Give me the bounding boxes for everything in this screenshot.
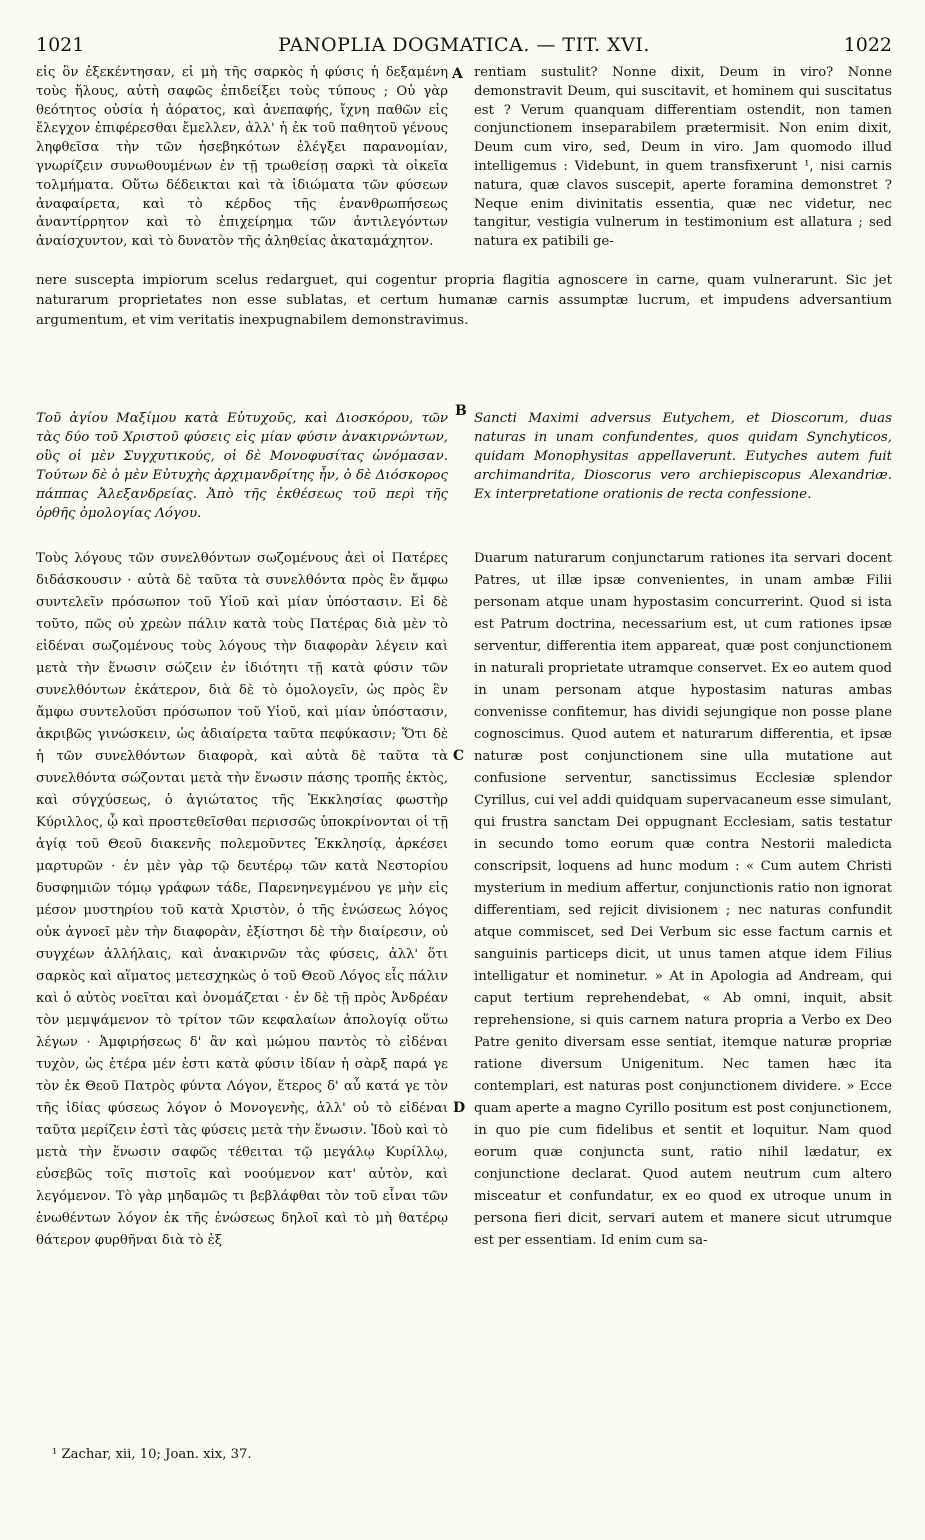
greek-column-body: [36, 548, 448, 1252]
latin-section-title: [474, 409, 892, 504]
greek-body-text: Τοὺς λόγους τῶν συνελθόντων σωζομένους ἀεὶ οἱ Πατέρες διδάσκουσιν · αὐτὰ δὲ ταῦτα τὰ συνελθόντα πρὸς ἓν ἄμφω συντελεῖν πρόσωπον τοῦ Υἱοῦ καὶ μίαν ὑπόστασιν. Εἰ δὲ τοῦτο, πῶς οὐ χρεὼν πάλιν κατὰ τοὺς Πατέρας διὰ μὲν τὸ εἰδέναι σωζομένους τοὺς λόγους τὴν διαφορὰν λέγειν καὶ μετὰ τὴν ἕνωσιν σώζειν ἐν ἰδιότητι τῇ κατὰ φύσιν τῶν συνελθόντων ἑκάτερον, διὰ δὲ τὸ ὁμολογεῖν, ὡς πρὸς ἓν ἄμφω συντελοῦσι πρόσωπον τοῦ Υἱοῦ, καὶ μίαν ὑπόστασιν, ἀκριβῶς γινώσκειν, ὡς ἀδιαίρετα ταῦτα πεφύκασιν; Ὅτι δὲ ἡ τῶν συνελθόντων διαφορὰ, καὶ αὐτὰ δὲ ταῦτα τὰ συνελθόντα σώζονται μετὰ τὴν ἕνωσιν πάσης τροπῆς ἐκτὸς, καὶ σύγχύσεως, ὁ ἁγιώτατος τῆς Ἐκκλησίας φωστὴρ Κύριλλος, ᾧ καὶ προστεθεῖσθαι περισσῶς ὑποκρίνονται οἱ τῇ ἁγίᾳ τοῦ Θεοῦ διακενῆς πολεμοῦντες Ἐκκλησίᾳ, ἀρκέσει μαρτυρῶν · ἐν μὲν γὰρ τῷ δευτέρῳ τῶν κατὰ Νεστορίου δυσφημιῶν τόμῳ γράφων τάδε, Παρενηνεγμένου γε μὴν εἰς μέσον μυστηρίου τοῦ κατὰ Χριστὸν, ὁ τῆς ἑνώσεως λόγος οὐκ ἀγνοεῖ μὲν τὴν διαφορὰν, ἐξίστησι δὲ τὴν διαίρεσιν, οὐ συγχέων ἀλλήλαις, καὶ ἀνακιρνῶν τὰς φύσεις, ἀλλ' ὅτι σαρκὸς καὶ αἵματος μετεσχηκὼς ὁ τοῦ Θεοῦ Λόγος εἷς πάλιν καὶ ὁ αὐτὸς νοεῖται καὶ ὀνομάζεται · ἐν δὲ τῇ πρὸς Ἀνδρέαν τὸν μεμψάμενον τὸ τρίτον τῶν κεφαλαίων ἀπολογίᾳ οὕτω λέγων · Ἀμφιρήσεως δ' ἂν καὶ μώμου παντὸς τὸ εἰδέναι τυχὸν, ὡς ἑτέρα μέν ἐστι κατὰ φύσιν ἰδίαν ἡ σὰρξ παρά γε τὸν ἐκ Θεοῦ Πατρὸς φύντα Λόγον, ἕτερος δ' αὖ κατά γε τὸν τῆς ἰδίας φύσεως λόγον ὁ Μονογενὴς, ἀλλ' οὐ τὸ εἰδέναι ταῦτα μερίζειν ἐστὶ τὰς φύσεις μετὰ τὴν ἕνωσιν. Ἰδοὺ καὶ τὸ μετὰ τὴν ἕνωσιν σαφῶς τέθειται τῷ μεγάλῳ Κυρίλλῳ, εὐσεβῶς τοῖς πιστοῖς καὶ νοούμενον κατ' αὐτὸν, καὶ λεγόμενον. Τὸ γὰρ μηδαμῶς τι βεβλάφθαι τὸν τοῦ εἶναι τῶν ἑνωθέντων λόγον ἐκ τῆς ἑνώσεως δηλοῖ καὶ τὸ μὴ θατέρῳ θάτερον φυρθῆναι διὰ τὸ ἐξ: [36, 551, 448, 1248]
page-number-right: 1022: [843, 34, 892, 56]
margin-letter-c: C: [453, 748, 465, 764]
greek-section-title: [36, 409, 448, 523]
margin-letter-a: A: [452, 66, 463, 82]
greek-top-text: εἰς ὃν ἐξεκέντησαν, εἰ μὴ τῆς σαρκὸς ἡ φύσις ἡ δεξαμένη τοὺς ἥλους, αὐτὴ σαφῶς ἐπιδείξει τοὺς τύπους ; Οὐ γὰρ θεότητος οὐσία ἡ ἀόρατος, καὶ ἀνεπαφής, ἴχνη παθῶν εἰς ἔλεγχον ἐπιφέρεσθαι ἔμελλεν, ἀλλ' ἡ ἐκ τοῦ παθητοῦ γένους ληφθεῖσα τὴν τῶν ἠσεβηκότων ἐλέγξει παρανομίαν, γνωρίζειν συνωθουμένων ἐν τῇ τρωθείσῃ σαρκὶ τὰ οἰκεῖα τολμήματα. Οὕτω δέδεικται καὶ τὰ ἰδιώματα τῶν φύσεων ἀναφαίρετα, καὶ τὸ κέρδος τῆς ἐνανθρωπήσεως ἀναντίρρητον καὶ τὸ ἐπιχείρημα τῶν ἀντιλεγόντων ἀναίσχυντον, καὶ τὸ δυνατὸν τῆς ἀληθείας ἀκαταμάχητον.: [36, 65, 448, 250]
latin-top-text: rentiam sustulit? Nonne dixit, Deum in viro? Nonne demonstravit Deum, qui suscitavit, et hominem qui suscitatus est ? Verum quanquam differentiam ostendit, non tamen conjunctionem inseparabilem prætermisit. Non enim dixit, Deum cum viro, sed, Deum in viro. Jam quomodo illud intelligemus : Videbunt, in quem transfixerunt ¹, nisi carnis natura, quæ clavos suscepit, aperte foramina demonstret ? Neque enim divinitatis essentia, quæ nec videtur, nec tangitur, vestigia vulnerum in testimonium est allatura ; sed natura ex patibili ge-: [474, 65, 892, 250]
margin-letter-d: D: [453, 1100, 466, 1116]
latin-column-top: [474, 64, 892, 252]
page-number-left: 1021: [36, 34, 85, 56]
footnote: ¹ Zachar, xii, 10; Joan. xix, 37.: [52, 1447, 252, 1462]
latin-full-text: nere suscepta impiorum scelus redarguet, qui cogentur propria flagitia agnoscere in carne, quam vulnerarunt. Sic jet naturarum proprietates non esse sublatas, et certum humanæ carnis assumptæ lucrum, et impudens adversantium argumentum, et vim veritatis inexpugnabilem demonstravimus.: [36, 273, 892, 328]
greek-title-text: Τοῦ ἁγίου Μαξίμου κατὰ Εὐτυχοῦς, καὶ Διοσκόρου, τῶν τὰς δύο τοῦ Χριστοῦ φύσεις εἰς μίαν φύσιν ἀνακιρνώντων, οὓς οἱ μὲν Συγχυτικούς, οἱ δὲ Μονοφυσίτας ὠνόμασαν. Τούτων δὲ ὁ μὲν Εὐτυχὴς ἀρχιμανδρίτης ἦν, ὁ δὲ Διόσκορος πάππας Ἀλεξανδρείας. Ἀπὸ τῆς ἐκθέσεως τοῦ περὶ τῆς ὀρθῆς ὁμολογίας Λόγου.: [36, 411, 448, 521]
greek-column-top: [36, 64, 448, 252]
latin-column-body: [474, 548, 892, 1252]
latin-full-width: [36, 271, 892, 331]
latin-body-text: Duarum naturarum conjunctarum rationes ita servari docent Patres, ut illæ ipsæ convenientes, in unam ambæ Filii personam atque unam hypostasim concurrerint. Quod si ista est Patrum doctrina, necessarium est, ut cum rationes ipsæ serventur, differentia item appareat, quæ post conjunctionem in naturali proprietate utramque conservet. Ex eo autem quod in unam personam atque hypostasim naturas ambas convenisse confitemur, has dividi sejungique non posse plane cognoscimus. Quod autem et naturarum differentia, et ipsæ naturæ post conjunctionem sine ulla mutatione aut confusione serventur, sanctissimus Ecclesiæ splendor Cyrillus, cui vel addi quidquam supervacaneum esse simulant, qui frustra sanctam Dei oppugnant Ecclesiam, satis testatur in secundo tomo eorum quæ contra Nestorii maledicta conscripsit, loquens ad hunc modum : « Cum autem Christi mysterium in medium affertur, conjunctionis ratio non ignorat differentiam, sed rejicit divisionem ; nec naturas confundit atque commiscet, sed Dei Verbum sic esse factum carnis et sanguinis particeps dicit, ut unus tamen atque idem Filius intelligatur et nominetur. » At in Apologia ad Andream, qui caput tertium reprehendebat, « Ab omni, inquit, absit reprehensione, si quis carnem natura propria a Verbo ex Deo Patre genito diversam esse sentiat, itemque naturæ propriæ ratione diversum Unigenitum. Nec tamen hæc ita contemplari, est naturas post conjunctionem dividere. » Ecce quam aperte a magno Cyrillo positum est post conjunctionem, in quo pie cum fidelibus et sentit et loquitur. Nam quod eorum quæ conjuncta sunt, ratio nihil lædatur, ex conjunctione declarat. Quod autem neutrum cum altero misceatur et confundatur, ex eo quod ex utroque unum in persona fieri dicit, servari autem et manere sicut utrumque est per essentiam. Id enim cum sa-: [474, 551, 892, 1248]
latin-title-text: Sancti Maximi adversus Eutychem, et Dioscorum, duas naturas in unam confundentes, quos quidam Synchyticos, quidam Monophysitas appellaverunt. Eutyches autem fuit archimandrita, Dioscorus vero archiepiscopus Alexandriæ. Ex interpretatione orationis de recta confessione.: [474, 411, 892, 502]
running-title: PANOPLIA DOGMATICA. — TIT. XVI.: [278, 34, 650, 56]
page-header: [36, 34, 892, 58]
margin-letter-b: B: [455, 403, 467, 419]
